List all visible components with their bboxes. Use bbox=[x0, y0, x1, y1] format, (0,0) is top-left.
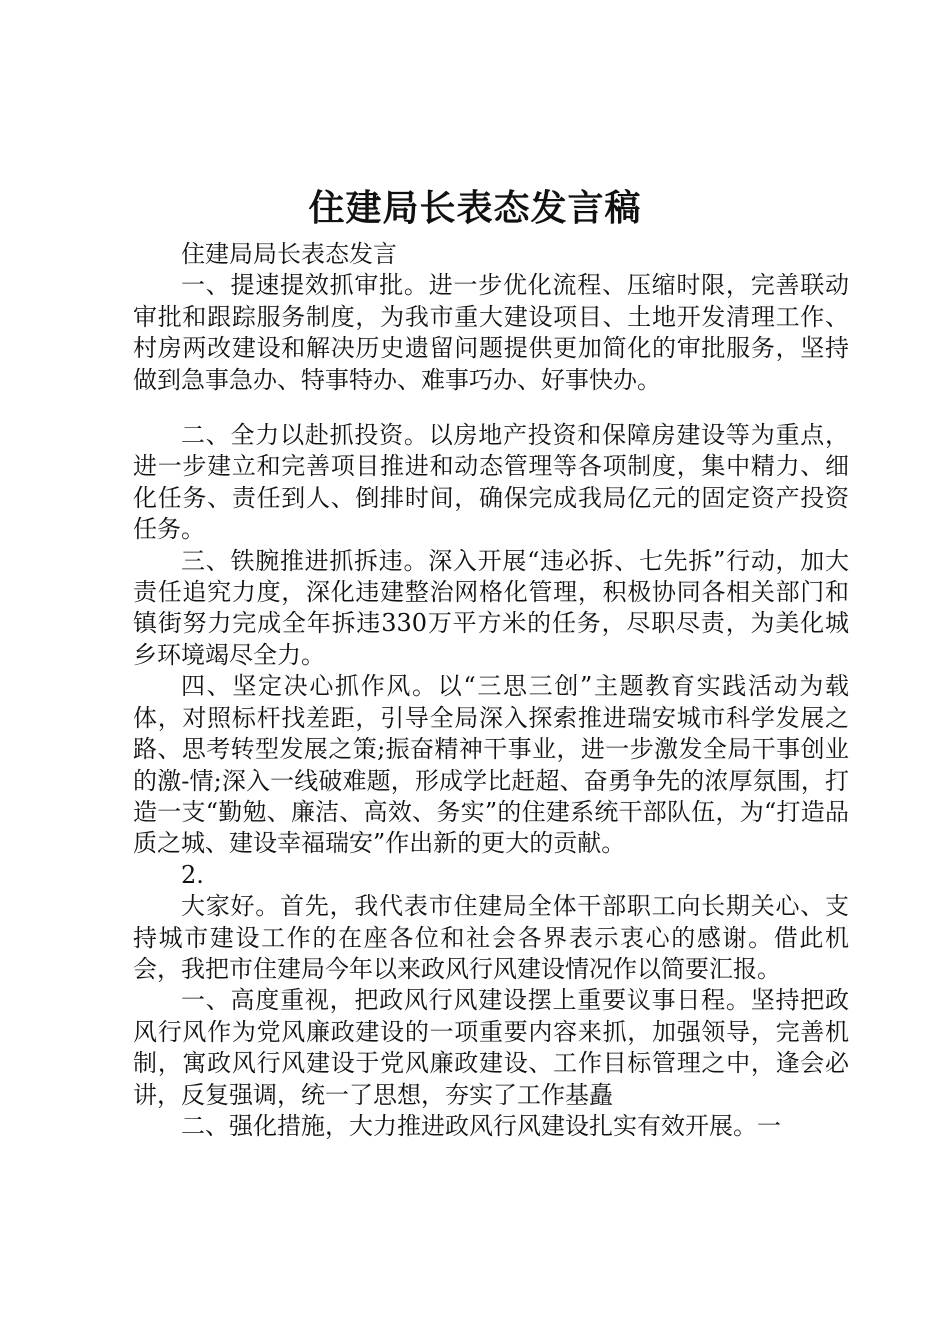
paragraph-work-style: 四、坚定决心抓作风。以“三思三创”主题教育实践活动为载体，对照标杆找差距，引导全局深入探索推进瑞安城市科学发展之路、思考转型发展之策;振奋精神干事业，进一步激发全局干事创业的激-情;深入一线破难题，形成学比赶超、奋勇争先的浓厚氛围，打造一支“勤勉、廉洁、高效、务实”的住建系统干部队伍，为“打造品质之城、建设幸福瑞安”作出新的更大的贡献。 bbox=[133, 672, 849, 858]
paragraph-subtitle: 住建局局长表态发言 bbox=[181, 240, 397, 268]
section-number: 2. bbox=[181, 860, 204, 889]
paragraph-measures: 二、强化措施，大力推进政风行风建设扎实有效开展。一 bbox=[181, 1111, 781, 1140]
paragraph-investment: 二、全力以赴抓投资。以房地产投资和保障房建设等为重点，进一步建立和完善项目推进和动态管理等各项制度，集中精力、细化任务、责任到人、倒排时间，确保完成我局亿元的固定资产投资任务。 bbox=[133, 421, 849, 544]
paragraph-attention: 一、高度重视，把政风行风建设摆上重要议事日程。坚持把政风行风作为党风廉政建设的一项重要内容来抓，加强领导，完善机制，寓政风行风建设于党风廉政建设、工作目标管理之中，逢会必讲，反复强调，统一了思想，夯实了工作基矗 bbox=[133, 986, 849, 1109]
paragraph-approval: 一、提速提效抓审批。进一步优化流程、压缩时限，完善联动审批和跟踪服务制度，为我市重大建设项目、土地开发清理工作、村房两改建设和解决历史遗留问题提供更加简化的审批服务，坚持做到急事急办、特事特办、难事巧办、好事快办。 bbox=[133, 271, 849, 394]
document-title: 住建局长表态发言稿 bbox=[308, 187, 642, 229]
paragraph-demolition: 三、铁腕推进抓拆违。深入开展“违必拆、七先拆”行动，加大责任追究力度，深化违建整治网格化管理，积极协同各相关部门和镇街努力完成全年拆违330万平方米的任务，尽职尽责，为美化城乡环境竭尽全力。 bbox=[133, 546, 849, 669]
paragraph-greeting: 大家好。首先，我代表市住建局全体干部职工向长期关心、支持城市建设工作的在座各位和社会各界表示衷心的感谢。借此机会，我把市住建局今年以来政风行风建设情况作以简要汇报。 bbox=[133, 892, 849, 983]
document-body bbox=[133, 239, 849, 1142]
